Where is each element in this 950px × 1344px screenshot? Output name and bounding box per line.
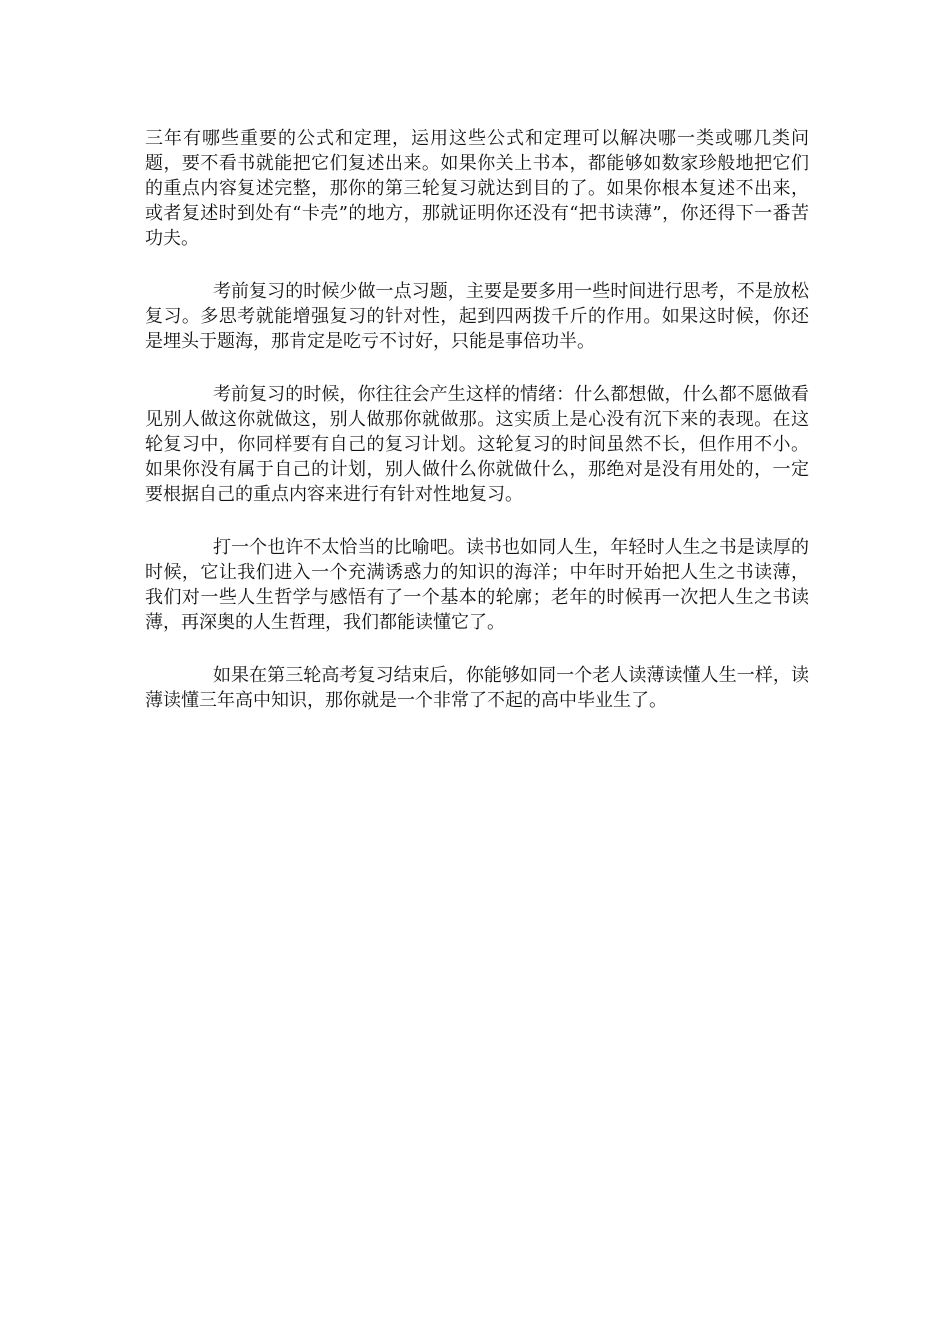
paragraph-5: 如果在第三轮高考复习结束后，你能够如同一个老人读薄读懂人生一样，读薄读懂三年高中知识，那你就是一个非常了不起的高中毕业生了。 (145, 665, 809, 711)
paragraph-1: 三年有哪些重要的公式和定理，运用这些公式和定理可以解决哪一类或哪几类问题，要不看书就能把它们复述出来。如果你关上书本，都能够如数家珍般地把它们的重点内容复述完整，那你的第三轮复习就达到目的了。如果你根本复述不出来，或者复述时到处有“卡壳”的地方，那就证明你还没有“把书读薄”，你还得下一番苦功夫。 (145, 128, 809, 249)
document-body (145, 126, 809, 741)
paragraph-4: 打一个也许不太恰当的比喻吧。读书也如同人生，年轻时人生之书是读厚的时候，它让我们进入一个充满诱惑力的知识的海洋；中年时开始把人生之书读薄，我们对一些人生哲学与感悟有了一个基本的轮廓；老年的时候再一次把人生之书读薄，再深奥的人生哲理，我们都能读懂它了。 (145, 537, 809, 633)
paragraph-2: 考前复习的时候少做一点习题，主要是要多用一些时间进行思考，不是放松复习。多思考就能增强复习的针对性，起到四两拨千斤的作用。如果这时候，你还是埋头于题海，那肯定是吃亏不讨好，只能是事倍功半。 (145, 281, 809, 352)
paragraph-3: 考前复习的时候，你往往会产生这样的情绪：什么都想做，什么都不愿做看见别人做这你就做这，别人做那你就做那。这实质上是心没有沉下来的表现。在这轮复习中，你同样要有自己的复习计划。这轮复习的时间虽然不长，但作用不小。如果你没有属于自己的计划，别人做什么你就做什么，那绝对是没有用处的，一定要根据自己的重点内容来进行有针对性地复习。 (145, 384, 809, 505)
